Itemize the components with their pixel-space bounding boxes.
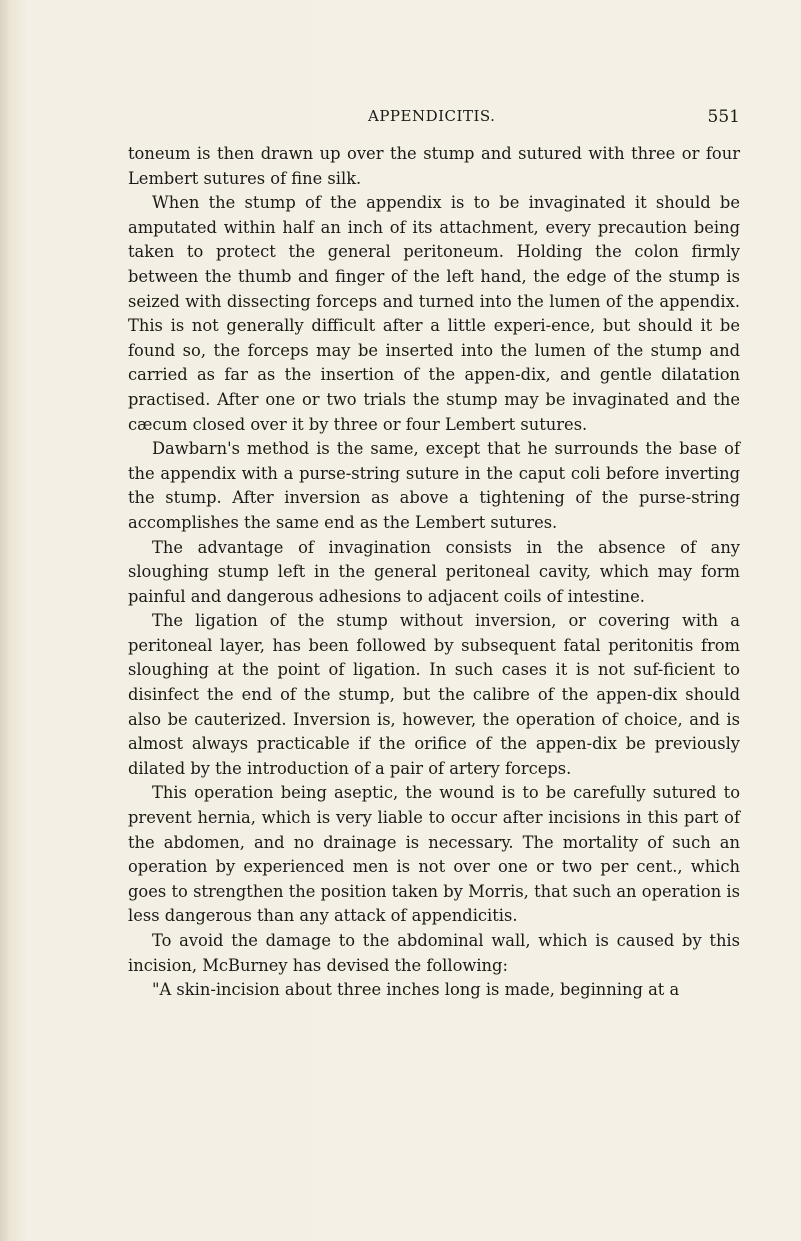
page-number: 551 <box>707 107 740 127</box>
paragraph: "A skin-incision about three inches long is made, beginning at a <box>152 980 680 1000</box>
paragraph: To avoid the damage to the abdominal wall, which is caused by this incision, McBurney has devised the following: <box>128 931 740 975</box>
paragraph: When the stump of the appendix is to be invaginated it should be amputated within half an inch of its attachment, every precaution being taken to protect the general peritoneum. Holding the colon firmly between the thumb and finger of the left hand, the edge of the stump is seized with dissecting forceps and turned into the lumen of the appendix. This is not generally difficult after a little experi-ence, but should it be found so, the forceps may be inserted into the lumen of the stump and carried as far as the insertion of the appen-dix, and gentle dilatation practised. After one or two trials the stump may be invaginated and the cæcum closed over it by three or four Lembert sutures. <box>128 193 740 434</box>
page-header <box>128 107 740 131</box>
paragraph: This operation being aseptic, the wound is to be carefully sutured to prevent hernia, which is very liable to occur after incisions in this part of the abdomen, and no drainage is necessary. The mortality of such an operation by experienced men is not over one or two per cent., which goes to strengthen the position taken by Morris, that such an operation is less dangerous than any attack of appendicitis. <box>128 783 740 926</box>
running-title: APPENDICITIS. <box>368 107 496 125</box>
paragraph: The advantage of invagination consists in the absence of any sloughing stump left in the general peritoneal cavity, which may form painful and dangerous adhesions to adjacent coils of intestine. <box>128 537 740 606</box>
paragraph: The ligation of the stump without inversion, or covering with a peritoneal layer, has been followed by subsequent fatal peritonitis from sloughing at the point of ligation. In such cases it is not suf-ficient to disinfect the end of the stump, but the calibre of the appen-dix should also be cauterized. Inversion is, however, the operation of choice, and is almost always practicable if the orifice of the appen-dix be previously dilated by the introduction of a pair of artery forceps. <box>128 611 740 778</box>
body-text <box>128 142 740 1003</box>
paragraph: Dawbarn's method is the same, except that he surrounds the base of the appendix with a purse-string suture in the caput coli before inverting the stump. After inversion as above a tightening of the purse-string accomplishes the same end as the Lembert sutures. <box>128 439 740 532</box>
paragraph: toneum is then drawn up over the stump and sutured with three or four Lembert sutures of fine silk. <box>128 144 740 188</box>
